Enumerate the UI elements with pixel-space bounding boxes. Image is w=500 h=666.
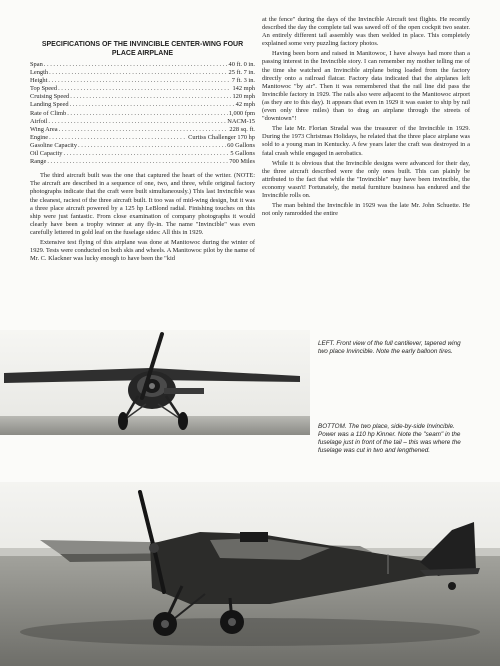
body-paragraph: The late Mr. Florian Stradal was the treasurer of the Invincible in 1929. During the 1973 Christmas Holidays, he related that the three place airplane was sold to a young man in Kentucky. A few years later the craft was destroyed in a fatal crash while engaged in aerobatics.: [262, 125, 470, 157]
spec-row-top-speed: [30, 85, 255, 93]
spec-label: Cruising Speed: [30, 93, 70, 101]
spec-label: Wing Area: [30, 125, 58, 133]
spec-label: Length: [30, 69, 49, 77]
spec-value: 142 mph: [232, 85, 255, 93]
caption-front-view: LEFT. Front view of the full cantilever, tapered wing two place Invincible. Note the early balloon tires.: [318, 340, 461, 355]
spec-row-landing-speed: [30, 101, 255, 109]
side-view-airplane-photo: [0, 482, 500, 666]
spec-label: Range: [30, 158, 47, 166]
spec-row-gasoline-capacity: [30, 142, 255, 150]
spec-label: Airfoil: [30, 117, 48, 125]
front-view-airplane-photo: [0, 330, 310, 435]
spec-value: NACM-15: [227, 117, 255, 125]
spec-label: Oil Capacity: [30, 150, 63, 158]
spec-value: Curtiss Challenger 170 hp: [188, 133, 255, 141]
spec-label: Gasoline Capacity: [30, 141, 78, 149]
spec-row-wing-area: [30, 126, 255, 134]
spec-label: Top Speed: [30, 85, 58, 93]
spec-value: 25 ft. 7 in.: [228, 69, 255, 77]
spec-label: Rate of Climb: [30, 109, 67, 117]
spec-row-airfoil: [30, 118, 255, 126]
body-paragraph: at the fence" during the days of the Invincible Aircraft test flights. He recently described the day the complete tail was sawed off of the open cockpit two seater. An entirely different tail assembly was then welded in place. This completely explained some very puzzling factory photos.: [262, 16, 470, 48]
body-paragraph: Having been born and raised in Manitowoc, I have always had more than a passing interest in the Invincible story. I can remember my mother telling me of the time she watched an Invincible airplane being loaded from the factory directly onto a railroad flatcar. Factory data indicated that the airplanes left Manitowoc "by air". Then it was remembered that the rail line did pass the Invincible factory in 1929. The rails also were adjacent to the Manitowoc airport (as they are to this day). It appears that even in 1929 it was easier to ship by rail (even only three miles) than to drag an airplane through the streets of "downtown"!: [262, 50, 470, 123]
spec-value: 60 Gallons: [227, 141, 255, 149]
body-paragraph: While it is obvious that the Invincible designs were advanced for their day, the three aircraft described were the only ones built. This can plainly be attributed to the fact that while the "Invincible" may have been invincible, the economy wasn't! Fortunately, the metal furniture business has endured and the Invincible rolls on.: [262, 159, 470, 199]
spec-label: Height: [30, 77, 48, 85]
body-paragraph: The man behind the Invincible in 1929 was the late Mr. John Schuette. He not only ramrodded the entire: [262, 202, 470, 218]
spec-value: 42 mph: [235, 101, 255, 109]
spec-row-height: [30, 77, 255, 85]
specifications-table: [30, 61, 255, 166]
spec-value: 228 sq. ft.: [229, 125, 255, 133]
spec-row-range: [30, 158, 255, 166]
right-column: [262, 16, 470, 220]
spec-value: 5 Gallons: [230, 150, 255, 158]
spec-row-oil-capacity: [30, 150, 255, 158]
spec-value: 700 Miles: [229, 158, 255, 166]
body-paragraph: Extensive test flying of this airplane was done at Manitowoc during the winter of 1929. Tests were conducted on both skis and wheels. A Manitowoc pilot by the name of Mr. C. Klackner was lucky enough to have been the "kid: [30, 238, 255, 263]
spec-label: Landing Speed: [30, 101, 69, 109]
spec-value: 40 ft. 0 in.: [228, 61, 255, 68]
spec-value: 1,000 fpm: [228, 109, 255, 117]
caption-side-view: BOTTOM. The two place, side-by-side Invincible. Power was a 110 hp Kinner. Note the "seam" in the fuselage just in front of the tail – this was where the fuselage was cut in two and lengthened.: [318, 423, 461, 454]
spec-value: 7 ft. 3 in.: [231, 77, 255, 85]
specifications-title: SPECIFICATIONS OF THE INVINCIBLE CENTER-WING FOUR PLACE AIRPLANE: [41, 41, 244, 57]
spec-label: Engine: [30, 133, 49, 141]
spec-label: Span: [30, 61, 43, 68]
spec-row-length: [30, 69, 255, 77]
spec-row-rate-of-climb: [30, 110, 255, 118]
spec-row-span: [30, 61, 255, 69]
spec-row-cruising-speed: [30, 93, 255, 101]
left-column: [30, 40, 255, 265]
spec-value: 120 mph: [232, 93, 255, 101]
body-paragraph: The third aircraft built was the one that captured the heart of the writer. (NOTE: The aircraft are described in a sequence of one, two, and three, while original factory photographs indicate that the craft were built simultaneously.) This last Invincible was the cleanest, raciest of the three aircraft built. It too was of mid-wing design, but it was a three place aircraft powered by a 125 hp LeBlond radial. Finishing touches on this ship were just fantastic. From close examination of company photographs it would clearly have been a trophy winner at any fly-in. The name "Invincible" was even carefully lettered in gold leaf on the fuselage sides: All this in 1929.: [30, 172, 255, 236]
spec-row-engine: [30, 134, 255, 142]
